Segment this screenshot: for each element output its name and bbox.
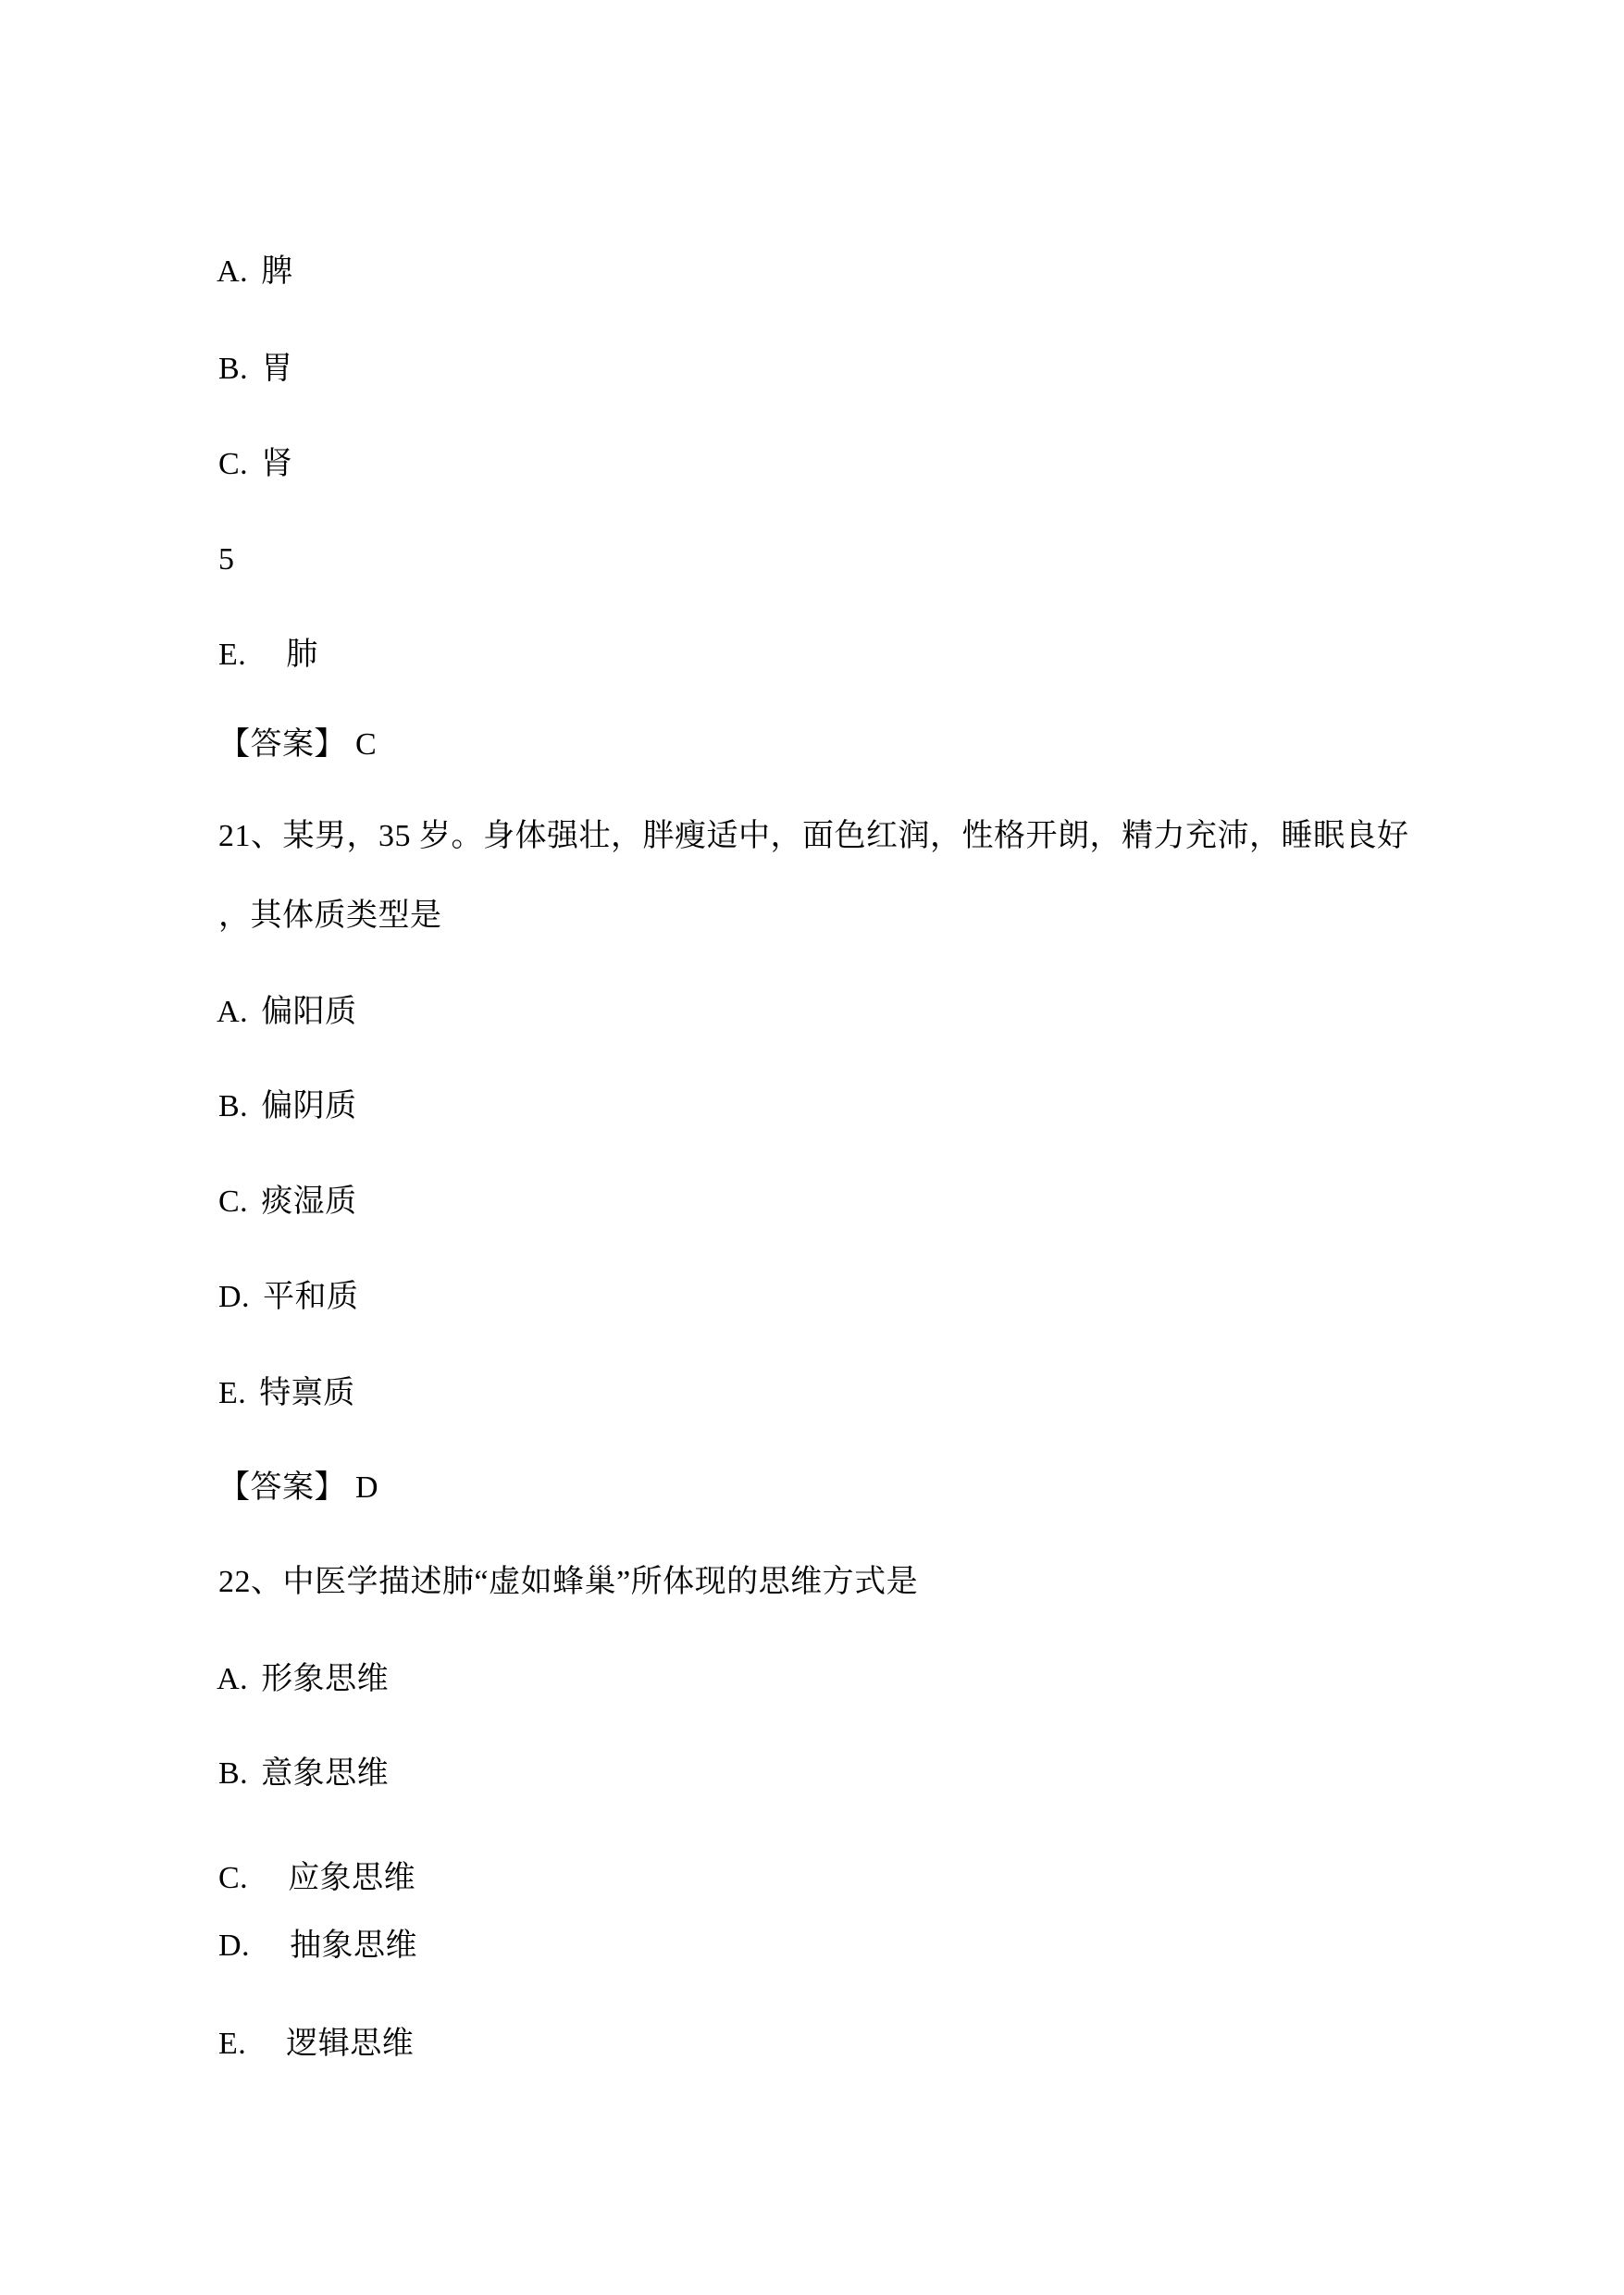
option-label: E.: [218, 638, 247, 672]
stem-text: 21、某男，35 岁。身体强壮，胖瘦适中，面色红润，性格开朗，精力充沛，睡眠良好: [218, 819, 1409, 853]
stem-text: 22、中医学描述肺“虚如蜂巢”所体现的思维方式是: [218, 1565, 919, 1599]
q20-option-b: [185, 311, 293, 386]
option-text: 偏阳质: [261, 995, 357, 1029]
option-label: B.: [218, 1089, 249, 1123]
option-label: D.: [218, 1280, 251, 1314]
option-text: 肺: [286, 638, 318, 672]
stem-text: ，其体质类型是: [218, 899, 442, 933]
q21-option-a: [185, 954, 357, 1029]
option-text: 应象思维: [288, 1861, 416, 1895]
q21-option-e: [185, 1335, 355, 1410]
option-label: B.: [218, 352, 249, 386]
option-label: A.: [217, 254, 249, 289]
option-text: 痰湿质: [261, 1185, 357, 1219]
option-text: 特禀质: [259, 1376, 355, 1410]
option-label: B.: [218, 1756, 249, 1791]
option-label: C.: [218, 1185, 249, 1219]
q22-option-d: [185, 1888, 418, 1963]
option-text: 偏阴质: [261, 1089, 357, 1123]
option-label: A.: [217, 1662, 249, 1696]
answer-label: 【答案】: [218, 727, 346, 762]
q22-option-c: [185, 1820, 416, 1895]
option-label: E.: [218, 1376, 247, 1410]
option-label: 5: [218, 542, 235, 577]
option-text: 意象思维: [261, 1756, 390, 1791]
q20-option-c: [185, 406, 293, 481]
q20-option-e: [185, 597, 318, 672]
q22-option-e: [185, 1986, 415, 2061]
q20-answer-line: [185, 687, 378, 762]
option-label: C.: [218, 447, 249, 481]
q22-stem: [185, 1524, 919, 1599]
q21-stem-line-1: [185, 778, 1409, 853]
option-label: E.: [218, 2027, 247, 2061]
answer-value: D: [355, 1470, 379, 1505]
option-label: C.: [218, 1861, 249, 1895]
q21-option-c: [185, 1144, 357, 1219]
q21-stem-line-2: [185, 858, 442, 933]
option-text: 平和质: [263, 1280, 359, 1314]
option-text: 抽象思维: [290, 1929, 418, 1963]
q22-option-a: [185, 1621, 390, 1696]
q22-option-b: [185, 1716, 390, 1791]
answer-value: C: [355, 727, 378, 762]
option-text: 肾: [261, 447, 293, 481]
option-text: 胃: [261, 352, 293, 386]
q20-option-a: [185, 214, 293, 289]
option-text: 形象思维: [261, 1662, 390, 1696]
q21-option-b: [185, 1048, 357, 1123]
q20-option-d-corrupted: [185, 502, 248, 577]
option-text: 脾: [261, 254, 293, 289]
answer-label: 【答案】: [218, 1470, 346, 1505]
option-label: A.: [217, 995, 249, 1029]
option-label: D.: [218, 1929, 251, 1963]
q21-option-d: [185, 1239, 359, 1314]
option-text: 逻辑思维: [286, 2027, 415, 2061]
q21-answer-line: [185, 1430, 379, 1505]
